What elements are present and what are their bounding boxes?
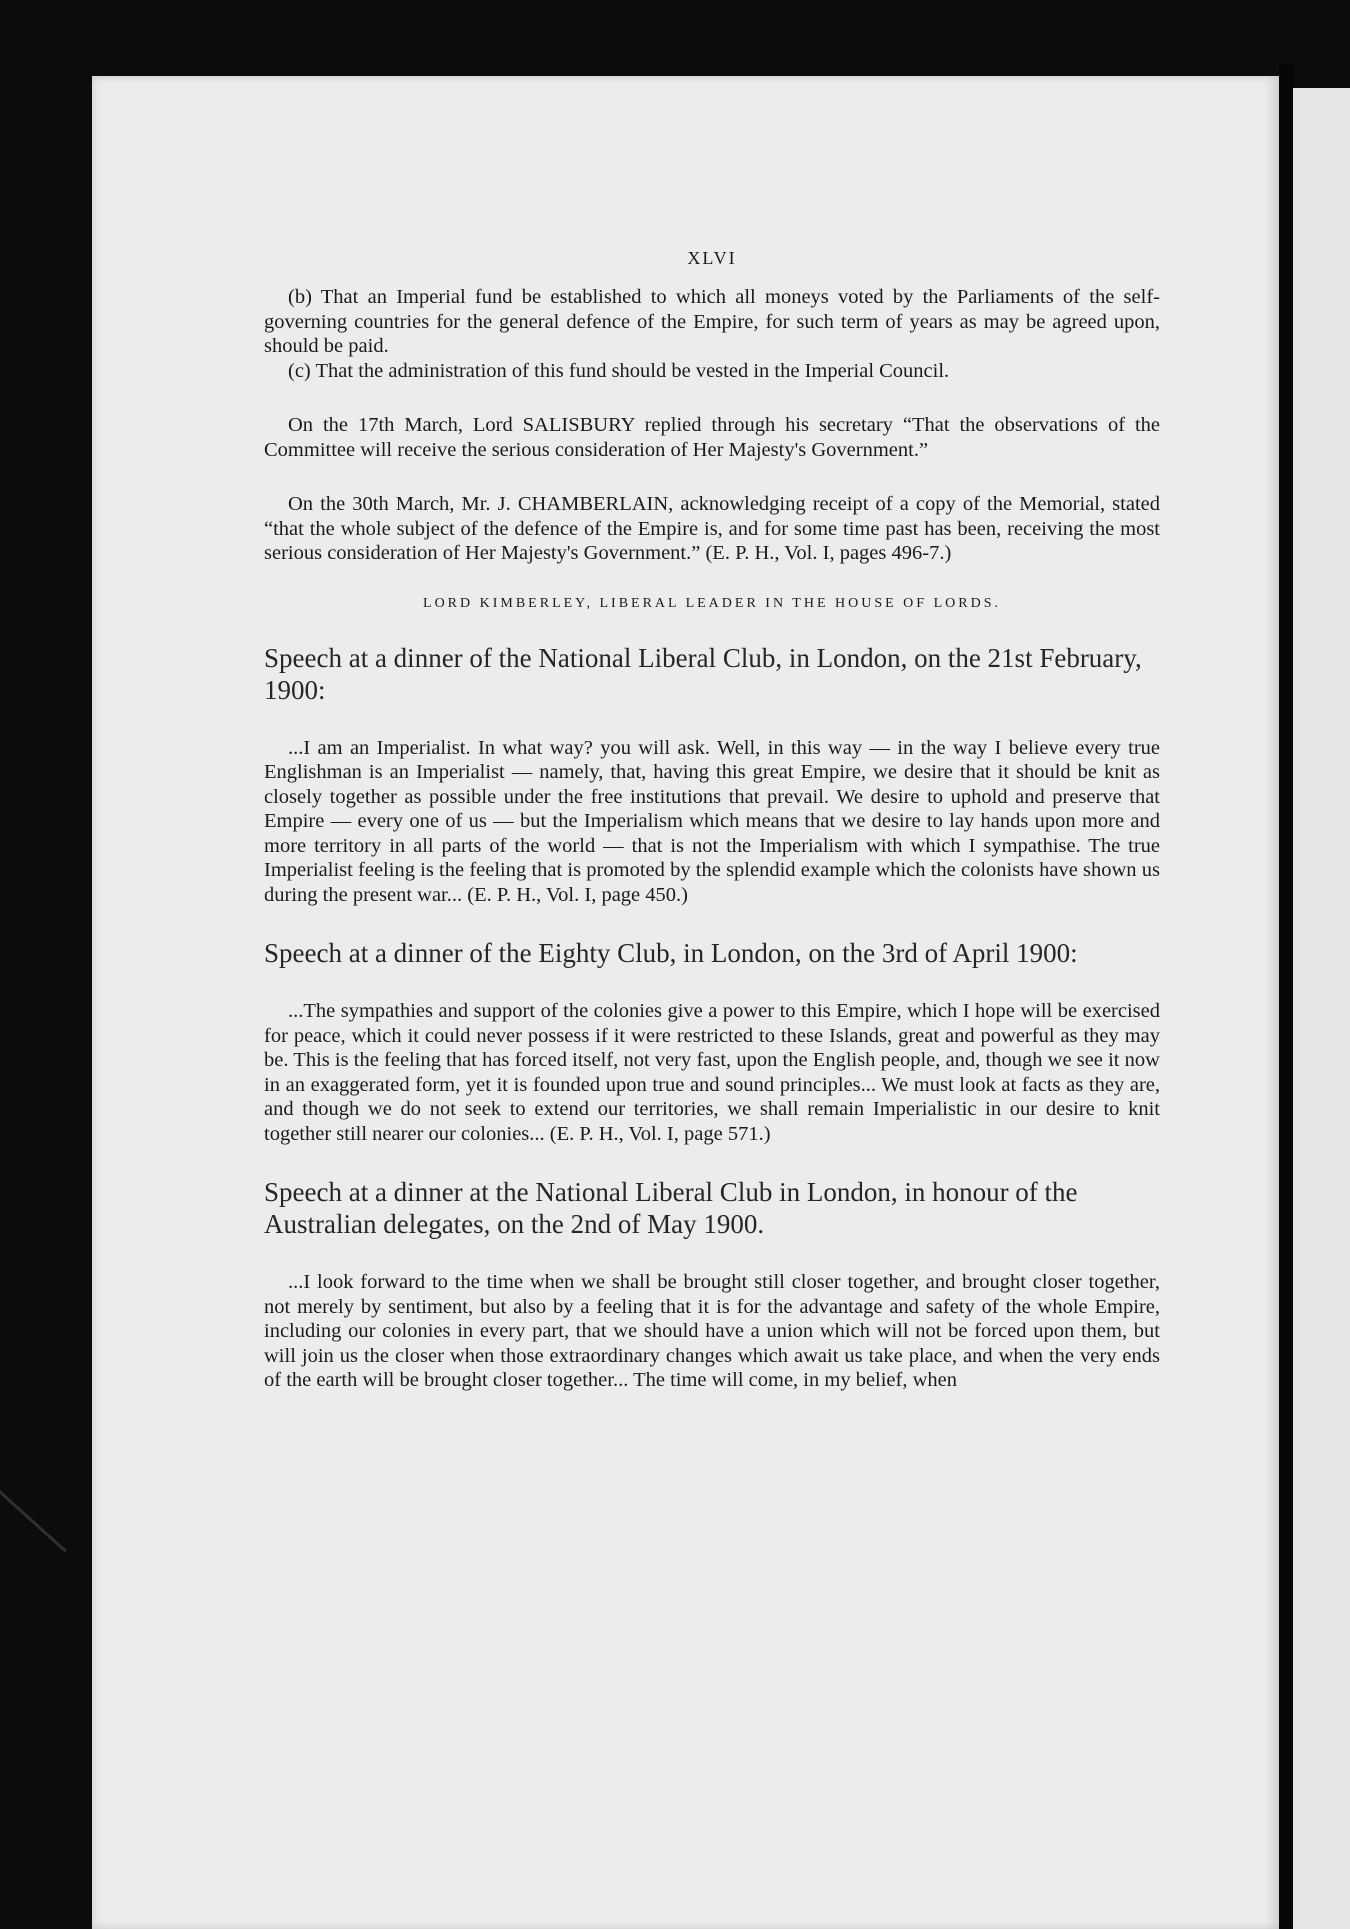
spacer — [264, 566, 1160, 596]
memorial-paragraph-b: (b) That an Imperial fund be established to which all moneys voted by the Parliaments of the self-governing countries for the general defence of the Empire, for such term of years as may be agreed upon, should be paid. — [264, 286, 1160, 357]
speech-text-3: ...I look forward to the time when we shall be brought still closer together, and brought closer together, not merely by sentiment, but also by a feeling that it is for the advantage and safety of the whole Empire, including our colonies in every part, that we should have a union which will not be forced upon them, but will join us the closer when those extraordinary changes which await us take place, and when the very ends of the earth will be brought closer together... The time will come, in my belief, when — [264, 1271, 1160, 1391]
spacer — [264, 612, 1160, 642]
memorial-paragraph-c: (c) That the administration of this fund should be vested in the Imperial Council. — [288, 359, 950, 382]
scan-edge-mark — [0, 1490, 67, 1552]
spacer — [264, 462, 1160, 492]
speech-text-2: ...The sympathies and support of the colonies give a power to this Empire, which I hope will be exercised for peace, which it could never possess if it were restricted to these Islands, great and powerful as they may be. This is the feeling that has forced itself, not very fast, upon the English people, and, though we see it now in an exaggerated form, yet it is founded upon true and sound principles... We must look at facts as they are, and though we do not seek to extend our territories, we shall remain Imperialistic in our desire to knit together still nearer our colonies... (E. P. H., Vol. I, page 571.) — [264, 1000, 1160, 1145]
page-number: XLVI — [687, 248, 737, 268]
speech-heading-1: Speech at a dinner of the National Liberal Club, in London, on the 21st February, 1900: — [264, 642, 1142, 705]
speech-heading-3: Speech at a dinner at the National Liberal Club in London, in honour of the Australian delegates, on the 2nd of May 1900. — [264, 1177, 1078, 1239]
section-heading: LORD KIMBERLEY, LIBERAL LEADER IN THE HOUSE OF LORDS. — [423, 595, 1001, 611]
spacer — [264, 907, 1160, 937]
chamberlain-reply: On the 30th March, Mr. J. CHAMBERLAIN, acknowledging receipt of a copy of the Memorial, stated “that the whole subject of the defence of the Empire is, and for some time past has been, receiving the most serious consideration of Her Majesty's Government.” (E. P. H., Vol. I, pages 496-7.) — [264, 493, 1160, 564]
page-content — [264, 248, 1160, 1393]
spacer — [264, 1146, 1160, 1176]
adjacent-page-edge — [1293, 88, 1350, 1929]
spacer — [264, 383, 1160, 413]
spacer — [264, 1240, 1160, 1270]
spacer — [264, 969, 1160, 999]
speech-heading-2: Speech at a dinner of the Eighty Club, in London, on the 3rd of April 1900: — [264, 938, 1078, 968]
spacer — [264, 706, 1160, 736]
salisbury-reply: On the 17th March, Lord SALISBURY replied through his secretary “That the observations of the Committee will receive the serious consideration of Her Majesty's Government.” — [264, 414, 1160, 461]
book-spine — [1279, 64, 1293, 1929]
speech-text-1: ...I am an Imperialist. In what way? you will ask. Well, in this way — in the way I believe every true Englishman is an Imperialist — namely, that, having this great Empire, we desire that it should be knit as closely together as possible under the free institutions that prevail. We desire to uphold and preserve that Empire — every one of us — but the Imperialism which means that we desire to lay hands upon more and more territory in all parts of the world — that is not the Imperialism with which I sympathise. The true Imperialist feeling is the feeling that is promoted by the splendid example which the colonists have shown us during the present war... (E. P. H., Vol. I, page 450.) — [264, 736, 1160, 906]
